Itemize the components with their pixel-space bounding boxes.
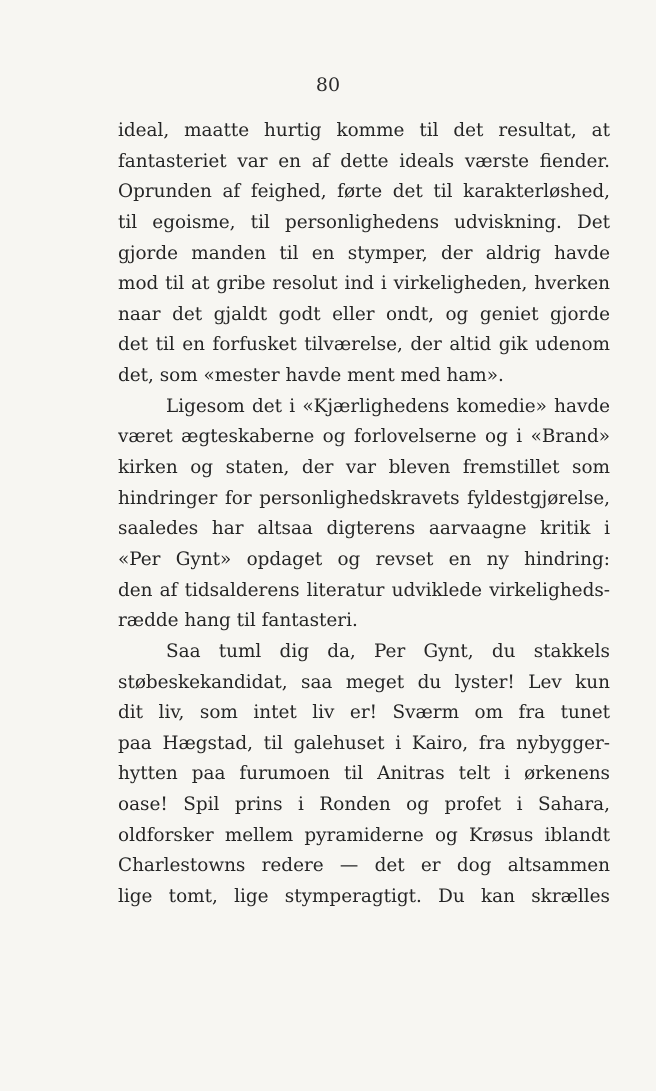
text-line: Charlestowns redere — det er dog altsammen — [118, 855, 610, 877]
text-line: været ægteskaberne og forlovelserne og i «Brand» — [118, 426, 610, 448]
text-line: paa Hægstad, til galehuset i Kairo, fra nybygger- — [118, 732, 610, 754]
text-line: naar det gjaldt godt eller ondt, og geniet gjorde — [118, 303, 610, 325]
text-line: dit liv, som intet liv er! Sværm om fra tunet — [118, 702, 610, 724]
text-line: gjorde manden til en stymper, der aldrig havde — [118, 242, 610, 264]
page-number: 80 — [315, 74, 341, 96]
text-line: støbeskekandidat, saa meget du lyster! Lev kun — [118, 671, 610, 693]
text-line: Saa tuml dig da, Per Gynt, du stakkels — [166, 640, 610, 662]
text-line: til egoisme, til personlighedens udviskning. Det — [118, 211, 610, 233]
text-line: «Per Gynt» opdaget og revset en ny hindring: — [118, 548, 610, 570]
text-line: lige tomt, lige stymperagtigt. Du kan skrælles — [118, 886, 610, 908]
text-line: Oprunden af feighed, førte det til karakterløshed, — [118, 181, 610, 203]
text-line: Ligesom det i «Kjærlighedens komedie» havde — [166, 395, 610, 417]
text-line: den af tidsalderens literatur udviklede virkeligheds- — [118, 579, 610, 601]
text-line: hindringer for personlighedskravets fyldestgjørelse, — [118, 487, 610, 509]
text-line: oase! Spil prins i Ronden og profet i Sahara, — [118, 794, 610, 816]
text-line: hytten paa furumoen til Anitras telt i ørkenens — [118, 763, 610, 785]
text-line: saaledes har altsaa digterens aarvaagne kritik i — [118, 518, 610, 540]
text-line: det til en forfusket tilværelse, der altid gik udenom — [118, 334, 610, 356]
text-line: det, som «mester havde ment med ham». — [118, 365, 504, 387]
text-line: rædde hang til fantasteri. — [118, 610, 358, 632]
body-text — [118, 116, 610, 913]
text-line: oldforsker mellem pyramiderne og Krøsus iblandt — [118, 824, 610, 846]
text-line: mod til at gribe resolut ind i virkeligheden, hverken — [118, 273, 610, 295]
text-line: fantasteriet var en af dette ideals værste fiender. — [118, 150, 610, 172]
text-line: ideal, maatte hurtig komme til det resultat, at — [118, 120, 610, 141]
text-line: kirken og staten, der var bleven fremstillet som — [118, 457, 610, 479]
